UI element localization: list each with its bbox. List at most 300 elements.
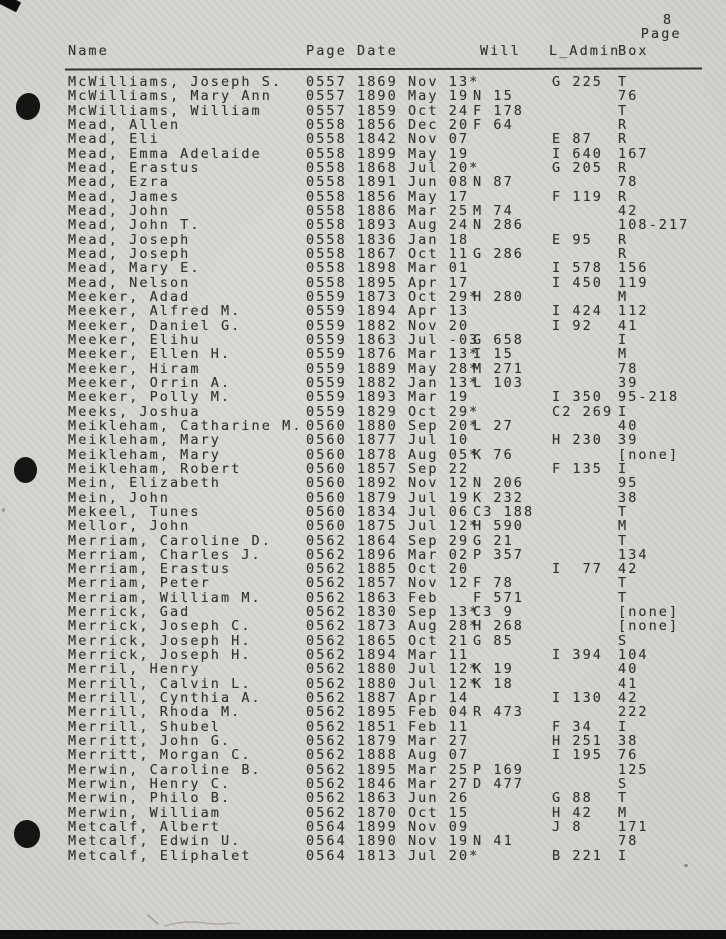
cell-name: Merriam, Peter (68, 575, 211, 592)
cell-will: H 590 (473, 518, 524, 535)
cell-name: McWilliams, Mary Ann (68, 88, 272, 105)
hole-punch-mark (13, 819, 42, 850)
table-row (68, 677, 718, 691)
scan-speck (2, 508, 5, 512)
cell-name: Meikleham, Robert (68, 460, 242, 477)
cell-page: 0557 (306, 74, 347, 90)
hole-punch-mark (14, 457, 37, 483)
cell-box: T (618, 589, 629, 606)
cell-name: Mellor, John (68, 518, 191, 535)
cell-date: 1878 Aug 05* (357, 446, 480, 463)
cell-page: 0559 (306, 360, 347, 377)
scan-speck (684, 864, 688, 867)
cell-page: 0562 (306, 647, 347, 664)
cell-box: 38 (618, 733, 639, 750)
cell-box: 171 (618, 819, 649, 836)
cell-box: 39 (618, 432, 639, 449)
cell-name: Meeker, Alfred M. (68, 303, 242, 320)
cell-box: 38 (618, 489, 639, 506)
table-row (68, 491, 718, 505)
cell-box: M (618, 346, 629, 363)
cell-ladmin: H 42 (552, 804, 593, 821)
cell-page: 0560 (306, 417, 347, 434)
cell-ladmin: G 88 (552, 790, 593, 807)
cell-box: I (618, 403, 629, 420)
scan-edge-bar (0, 930, 726, 939)
cell-will: K 232 (473, 489, 524, 506)
index-table (68, 75, 718, 863)
cell-page: 0562 (306, 733, 347, 750)
table-row (68, 419, 718, 433)
cell-date: 1898 Mar 01 (357, 260, 470, 277)
cell-date: 1870 Oct 15 (357, 804, 470, 821)
cell-page: 0559 (306, 374, 347, 391)
cell-box: 42 (618, 202, 639, 219)
cell-ladmin: I 394 (552, 647, 603, 664)
cell-name: Metcalf, Edwin U. (68, 833, 242, 850)
cell-name: Mead, Ezra (68, 174, 170, 191)
cell-box: 40 (618, 661, 639, 678)
table-row (68, 777, 718, 791)
cell-name: Mead, Erastus (68, 159, 201, 176)
cell-date: 1899 Nov 09 (357, 819, 470, 836)
page-indicator-number: 8 (663, 12, 674, 28)
cell-will: C3 9 (473, 604, 514, 621)
cell-page: 0562 (306, 561, 347, 578)
cell-will: N 286 (473, 217, 524, 234)
column-header-page: Page (306, 43, 347, 59)
cell-date: 1880 Sep 20* (357, 417, 480, 434)
table-row (68, 247, 718, 261)
cell-date: 1880 Jul 12* (357, 675, 480, 692)
cell-will: M 271 (473, 360, 524, 377)
cell-box: I (618, 847, 629, 864)
cell-page: 0562 (306, 704, 347, 721)
cell-box: 222 (618, 704, 649, 721)
cell-box: [none] (618, 446, 680, 463)
table-row (68, 333, 718, 347)
cell-page: 0558 (306, 145, 347, 162)
cell-name: Merwin, Henry C. (68, 776, 232, 793)
cell-date: 1863 Jun 26 (357, 790, 470, 807)
cell-date: 1895 Apr 17 (357, 274, 470, 291)
table-row (68, 132, 718, 146)
cell-box: T (618, 532, 629, 549)
cell-box: R (618, 245, 629, 262)
cell-page: 0558 (306, 274, 347, 291)
cell-date: 1890 Nov 19 (357, 833, 470, 850)
cell-name: Metcalf, Eliphalet (68, 847, 252, 864)
column-header-will: Will (480, 43, 521, 59)
cell-page: 0562 (306, 632, 347, 649)
cell-will: M 74 (473, 202, 514, 219)
cell-ladmin: I 195 (552, 747, 603, 764)
cell-date: 1873 Oct 29* (357, 288, 480, 305)
cell-name: Merril, Henry (68, 661, 201, 678)
cell-page: 0558 (306, 217, 347, 234)
table-row (68, 548, 718, 562)
table-row (68, 290, 718, 304)
cell-date: 1857 Sep 22 (357, 460, 470, 477)
cell-page: 0564 (306, 833, 347, 850)
cell-name: Merrick, Gad (68, 604, 191, 621)
cell-will: L 27 (473, 417, 514, 434)
table-row (68, 218, 718, 232)
cell-page: 0560 (306, 489, 347, 506)
table-row (68, 505, 718, 519)
cell-name: Meeker, Daniel G. (68, 317, 242, 334)
cell-name: Merwin, Philo B. (68, 790, 232, 807)
cell-ladmin: E 95 (552, 231, 593, 248)
cell-page: 0558 (306, 131, 347, 148)
table-row (68, 791, 718, 805)
cell-date: 1834 Jul 06 (357, 503, 470, 520)
cell-box: [none] (618, 618, 680, 635)
cell-date: 1875 Jul 12* (357, 518, 480, 535)
table-row (68, 448, 718, 462)
table-row (68, 347, 718, 361)
cell-page: 0562 (306, 575, 347, 592)
cell-name: Meeker, Polly M. (68, 389, 232, 406)
cell-box: 78 (618, 174, 639, 191)
cell-box: I (618, 460, 629, 477)
cell-page: 0562 (306, 804, 347, 821)
column-header-name: Name (68, 43, 109, 59)
cell-name: Merriam, Charles J. (68, 546, 262, 563)
cell-box: 134 (618, 546, 649, 563)
cell-page: 0562 (306, 604, 347, 621)
cell-ladmin: I 92 (552, 317, 593, 334)
cell-page: 0558 (306, 260, 347, 277)
table-row (68, 104, 718, 118)
cell-page: 0558 (306, 159, 347, 176)
cell-date: 1880 Jul 12* (357, 661, 480, 678)
cell-box: [none] (618, 604, 680, 621)
cell-will: G 85 (473, 632, 514, 649)
cell-name: Meeker, Adad (68, 288, 191, 305)
column-header-ladmin: L_Admin (549, 43, 621, 59)
cell-ladmin: E 87 (552, 131, 593, 148)
cell-date: 1879 Mar 27 (357, 733, 470, 750)
cell-date: 1830 Sep 13* (357, 604, 480, 621)
cell-will: D 477 (473, 776, 524, 793)
cell-date: 1882 Nov 20 (357, 317, 470, 334)
cell-box: I (618, 331, 629, 348)
cell-will: N 206 (473, 475, 524, 492)
cell-box: 40 (618, 417, 639, 434)
cell-date: 1813 Jul 20* (357, 847, 480, 864)
cell-date: 1876 Mar 13* (357, 346, 480, 363)
cell-will: H 268 (473, 618, 524, 635)
cell-box: S (618, 632, 629, 649)
cell-date: 1836 Jan 18 (357, 231, 470, 248)
table-row (68, 161, 718, 175)
cell-page: 0564 (306, 847, 347, 864)
table-row (68, 834, 718, 848)
cell-ladmin: I 640 (552, 145, 603, 162)
table-row (68, 190, 718, 204)
cell-page: 0562 (306, 747, 347, 764)
cell-name: Merrill, Calvin L. (68, 675, 252, 692)
cell-box: 39 (618, 374, 639, 391)
cell-name: Merrick, Joseph C. (68, 618, 252, 635)
cell-will: P 169 (473, 761, 524, 778)
hole-punch-mark (13, 91, 42, 122)
cell-box: R (618, 188, 629, 205)
cell-name: Mead, Nelson (68, 274, 191, 291)
cell-box: M (618, 288, 629, 305)
cell-page: 0560 (306, 460, 347, 477)
scan-corner-artifact (0, 0, 21, 12)
cell-name: Merritt, Morgan C. (68, 747, 252, 764)
table-row (68, 304, 718, 318)
cell-will: F 571 (473, 589, 524, 606)
table-row (68, 376, 718, 390)
cell-will: F 78 (473, 575, 514, 592)
cell-box: M (618, 804, 629, 821)
cell-date: 1887 Apr 14 (357, 690, 470, 707)
cell-date: 1899 May 19 (357, 145, 470, 162)
cell-page: 0559 (306, 317, 347, 334)
cell-date: 1894 Mar 11 (357, 647, 470, 664)
cell-page: 0562 (306, 790, 347, 807)
cell-name: Merwin, Caroline B. (68, 761, 262, 778)
cell-name: Mead, Allen (68, 116, 181, 133)
table-row (68, 806, 718, 820)
cell-date: 1895 Mar 25 (357, 761, 470, 778)
cell-name: Meeker, Orrin A. (68, 374, 232, 391)
cell-page: 0558 (306, 116, 347, 133)
cell-date: 1869 Nov 13* (357, 74, 480, 90)
cell-page: 0564 (306, 819, 347, 836)
table-row (68, 405, 718, 419)
cell-box: 167 (618, 145, 649, 162)
cell-box: 108-217 (618, 217, 690, 234)
cell-date: 1877 Jul 10 (357, 432, 470, 449)
table-row (68, 691, 718, 705)
cell-date: 1888 Aug 07 (357, 747, 470, 764)
cell-name: Metcalf, Albert (68, 819, 221, 836)
cell-ladmin: C2 269 (552, 403, 614, 420)
cell-name: Meikleham, Mary (68, 432, 221, 449)
table-row (68, 147, 718, 161)
cell-name: Meeker, Hiram (68, 360, 201, 377)
table-row (68, 748, 718, 762)
table-row (68, 433, 718, 447)
cell-ladmin: F 34 (552, 718, 593, 735)
cell-will: N 41 (473, 833, 514, 850)
cell-ladmin: I 130 (552, 690, 603, 707)
page-indicator-label: Page (640, 26, 682, 43)
cell-box: 95 (618, 475, 639, 492)
table-row (68, 562, 718, 576)
cell-box: T (618, 102, 629, 119)
cell-page: 0558 (306, 174, 347, 191)
cell-name: Meeker, Elihu (68, 331, 201, 348)
cell-page: 0562 (306, 690, 347, 707)
cell-ladmin: I 450 (552, 274, 603, 291)
cell-name: Merrill, Rhoda M. (68, 704, 242, 721)
cell-page: 0557 (306, 102, 347, 119)
cell-date: 1863 Jul -03 (357, 331, 480, 348)
cell-box: 112 (618, 303, 649, 320)
table-row (68, 519, 718, 533)
cell-box: M (618, 518, 629, 535)
table-row (68, 118, 718, 132)
cell-name: Mead, Joseph (68, 245, 191, 262)
cell-page: 0562 (306, 546, 347, 563)
cell-name: Merritt, John G. (68, 733, 232, 750)
cell-date: 1889 May 28* (357, 360, 480, 377)
cell-name: Mead, Mary E. (68, 260, 201, 277)
cell-page: 0558 (306, 245, 347, 262)
cell-name: Mein, John (68, 489, 170, 506)
cell-box: 76 (618, 88, 639, 105)
cell-page: 0558 (306, 202, 347, 219)
cell-date: 1868 Jul 20* (357, 159, 480, 176)
cell-name: Mead, Emma Adelaide (68, 145, 262, 162)
cell-ladmin: I 424 (552, 303, 603, 320)
table-row (68, 734, 718, 748)
cell-date: 1863 Feb (357, 589, 439, 606)
cell-box: R (618, 231, 629, 248)
cell-name: Meeker, Ellen H. (68, 346, 232, 363)
cell-name: Merrill, Shubel (68, 718, 221, 735)
table-row (68, 720, 718, 734)
cell-name: Meikleham, Mary (68, 446, 221, 463)
cell-name: Merriam, Erastus (68, 561, 232, 578)
cell-box: 95-218 (618, 389, 680, 406)
cell-name: Merriam, Caroline D. (68, 532, 272, 549)
table-row (68, 662, 718, 676)
cell-page: 0559 (306, 331, 347, 348)
column-header-date: Date (357, 43, 398, 59)
table-row (68, 89, 718, 103)
cell-box: 156 (618, 260, 649, 277)
cell-page: 0562 (306, 618, 347, 635)
cell-ladmin: I 578 (552, 260, 603, 277)
cell-will: G 21 (473, 532, 514, 549)
cell-box: 41 (618, 675, 639, 692)
cell-page: 0560 (306, 432, 347, 449)
cell-box: S (618, 776, 629, 793)
cell-name: Mead, Joseph (68, 231, 191, 248)
cell-will: C3 188 (473, 503, 535, 520)
cell-will: H 280 (473, 288, 524, 305)
cell-box: R (618, 116, 629, 133)
table-row (68, 820, 718, 834)
cell-ladmin: I 350 (552, 389, 603, 406)
cell-name: McWilliams, William (68, 102, 262, 119)
cell-ladmin: H 230 (552, 432, 603, 449)
cell-date: 1895 Feb 04 (357, 704, 470, 721)
cell-name: Meikleham, Catharine M. (68, 417, 303, 434)
cell-date: 1829 Oct 29* (357, 403, 480, 420)
cell-name: Mein, Elizabeth (68, 475, 221, 492)
table-column-headers (68, 44, 718, 59)
table-row (68, 462, 718, 476)
cell-name: Merrick, Joseph H. (68, 647, 252, 664)
table-row (68, 534, 718, 548)
cell-date: 1879 Jul 19 (357, 489, 470, 506)
table-row (68, 261, 718, 275)
cell-ladmin: G 225 (552, 74, 603, 90)
cell-date: 1864 Sep 29 (357, 532, 470, 549)
cell-name: Merwin, William (68, 804, 221, 821)
cell-ladmin: F 119 (552, 188, 603, 205)
page-indicator (600, 12, 682, 43)
cell-ladmin: B 221 (552, 847, 603, 864)
cell-page: 0562 (306, 532, 347, 549)
cell-will: P 357 (473, 546, 524, 563)
cell-box: T (618, 575, 629, 592)
table-row (68, 576, 718, 590)
cell-page: 0560 (306, 446, 347, 463)
cell-will: F 178 (473, 102, 524, 119)
cell-date: 1851 Feb 11 (357, 718, 470, 735)
cell-date: 1893 Aug 24 (357, 217, 470, 234)
cell-name: Mead, John (68, 202, 170, 219)
cell-ladmin: F 135 (552, 460, 603, 477)
cell-page: 0558 (306, 231, 347, 248)
cell-will: K 76 (473, 446, 514, 463)
cell-page: 0562 (306, 675, 347, 692)
table-row (68, 591, 718, 605)
cell-date: 1865 Oct 21 (357, 632, 470, 649)
cell-box: 78 (618, 360, 639, 377)
cell-box: T (618, 503, 629, 520)
cell-will: K 19 (473, 661, 514, 678)
cell-box: 104 (618, 647, 649, 664)
cell-name: Mekeel, Tunes (68, 503, 201, 520)
cell-page: 0560 (306, 475, 347, 492)
cell-will: G 286 (473, 245, 524, 262)
cell-box: 78 (618, 833, 639, 850)
table-row (68, 175, 718, 189)
cell-page: 0559 (306, 403, 347, 420)
table-row (68, 390, 718, 404)
cell-date: 1842 Nov 07 (357, 131, 470, 148)
cell-box: I (618, 718, 629, 735)
table-row (68, 619, 718, 633)
table-row (68, 605, 718, 619)
table-row (68, 75, 718, 89)
cell-ladmin: H 251 (552, 733, 603, 750)
cell-box: R (618, 159, 629, 176)
cell-date: 1873 Aug 28* (357, 618, 480, 635)
cell-name: Mead, Eli (68, 131, 160, 148)
table-row (68, 634, 718, 648)
cell-page: 0559 (306, 288, 347, 305)
cell-date: 1893 Mar 19 (357, 389, 470, 406)
cell-box: T (618, 790, 629, 807)
cell-page: 0562 (306, 661, 347, 678)
cell-page: 0558 (306, 188, 347, 205)
cell-page: 0559 (306, 303, 347, 320)
cell-will: K 18 (473, 675, 514, 692)
cell-box: 42 (618, 561, 639, 578)
cell-date: 1894 Apr 13 (357, 303, 470, 320)
cell-date: 1856 May 17 (357, 188, 470, 205)
cell-name: McWilliams, Joseph S. (68, 74, 283, 90)
table-row (68, 362, 718, 376)
cell-page: 0559 (306, 346, 347, 363)
cell-date: 1891 Jun 08 (357, 174, 470, 191)
cell-name: Merrill, Cynthia A. (68, 690, 262, 707)
cell-date: 1896 Mar 02 (357, 546, 470, 563)
cell-name: Mead, James (68, 188, 181, 205)
cell-box: R (618, 131, 629, 148)
